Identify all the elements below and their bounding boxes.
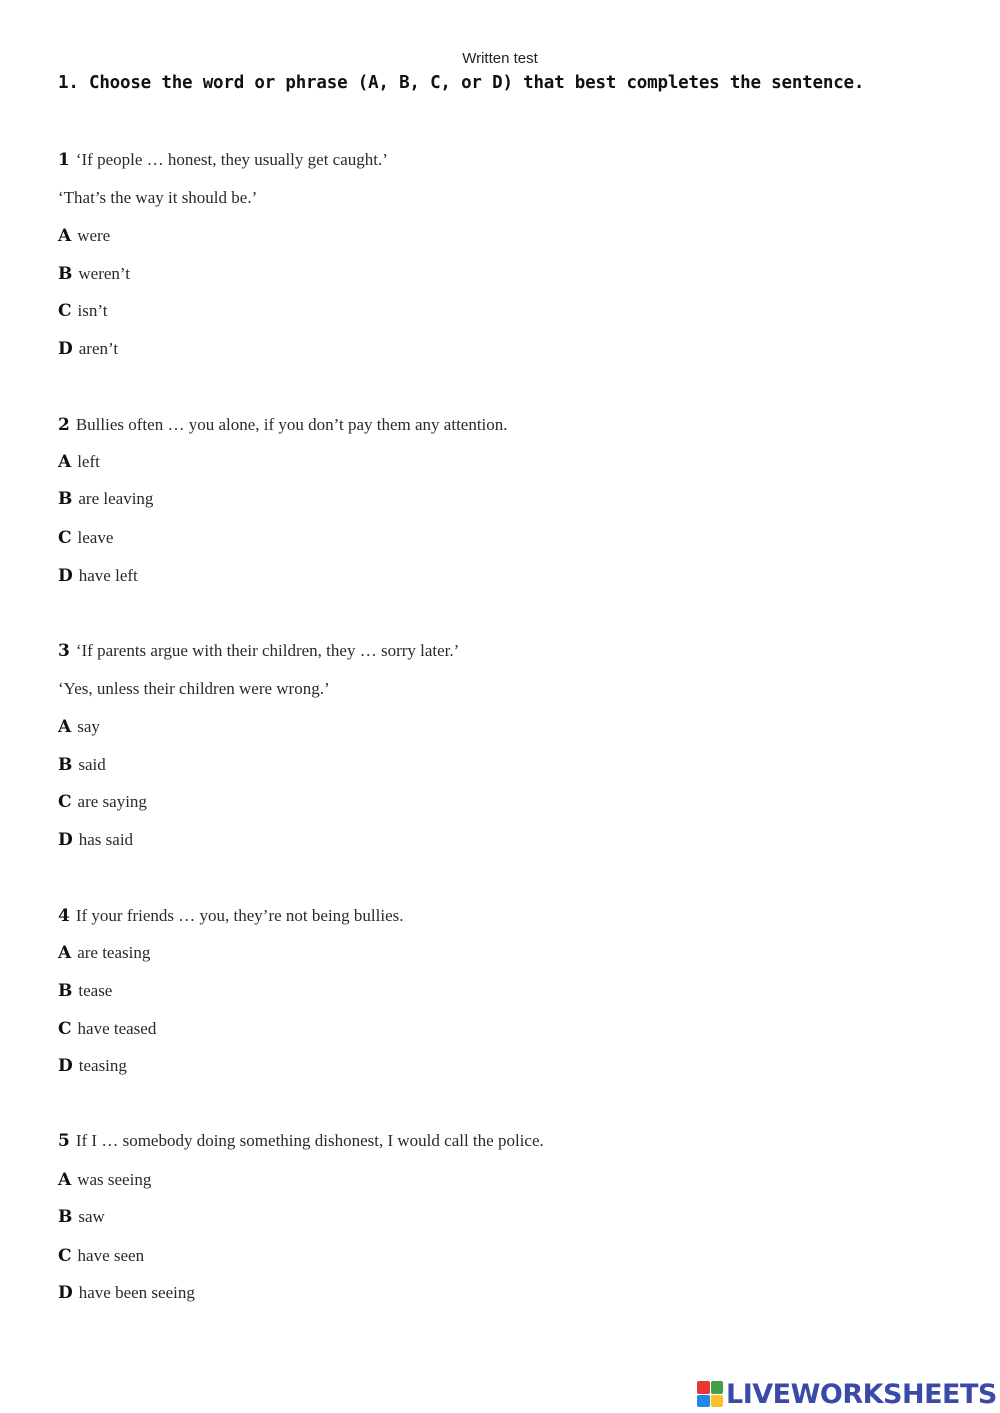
question-number: 4 (58, 906, 70, 926)
question-number: 3 (58, 641, 70, 661)
question-4-option-a[interactable]: A are teasing (58, 943, 151, 963)
question-2-option-d[interactable]: D have left (58, 566, 138, 586)
logo-mark-icon (697, 1381, 723, 1407)
question-5-option-a[interactable]: A was seeing (58, 1170, 152, 1190)
question-2-option-a[interactable]: A left (58, 452, 100, 472)
question-3-option-b[interactable]: B said (58, 755, 106, 775)
question-3-option-c[interactable]: C are saying (58, 792, 147, 812)
question-1-option-b[interactable]: B weren’t (58, 264, 130, 284)
question-3-option-a[interactable]: A say (58, 717, 100, 737)
page-title: Written test (462, 50, 538, 67)
question-number: 5 (58, 1131, 70, 1151)
question-number: 2 (58, 415, 70, 435)
question-4-prompt: 4 If your friends … you, they’re not being bullies. (58, 906, 404, 926)
question-1-reply: ‘That’s the way it should be.’ (58, 188, 258, 207)
question-3-prompt: 3 ‘If parents argue with their children, they … sorry later.’ (58, 641, 460, 661)
question-1-option-a[interactable]: A were (58, 226, 111, 246)
liveworksheets-logo (697, 1378, 997, 1410)
logo-square (697, 1381, 710, 1394)
question-5-option-d[interactable]: D have been seeing (58, 1283, 195, 1303)
question-4-option-c[interactable]: C have teased (58, 1019, 157, 1039)
instruction-heading: 1. Choose the word or phrase (A, B, C, or D) that best completes the sentence. (58, 73, 865, 93)
question-3-reply: ‘Yes, unless their children were wrong.’ (58, 679, 330, 698)
question-2-option-b[interactable]: B are leaving (58, 489, 154, 509)
logo-square (697, 1395, 710, 1408)
question-2-option-c[interactable]: C leave (58, 528, 114, 548)
question-1-option-d[interactable]: D aren’t (58, 339, 119, 359)
question-2-prompt: 2 Bullies often … you alone, if you don’t pay them any attention. (58, 415, 508, 435)
question-1-option-c[interactable]: C isn’t (58, 301, 108, 321)
question-number: 1 (58, 150, 70, 170)
question-3-option-d[interactable]: D has said (58, 830, 134, 850)
question-5-option-b[interactable]: B saw (58, 1207, 105, 1227)
question-5-prompt: 5 If I … somebody doing something dishonest, I would call the police. (58, 1131, 544, 1151)
question-1-prompt: 1 ‘If people … honest, they usually get caught.’ (58, 150, 388, 170)
question-4-option-d[interactable]: D teasing (58, 1056, 127, 1076)
question-5-option-c[interactable]: C have seen (58, 1246, 145, 1266)
logo-text: LIVEWORKSHEETS (726, 1378, 997, 1410)
logo-square (711, 1395, 724, 1408)
question-4-option-b[interactable]: B tease (58, 981, 113, 1001)
logo-square (711, 1381, 724, 1394)
